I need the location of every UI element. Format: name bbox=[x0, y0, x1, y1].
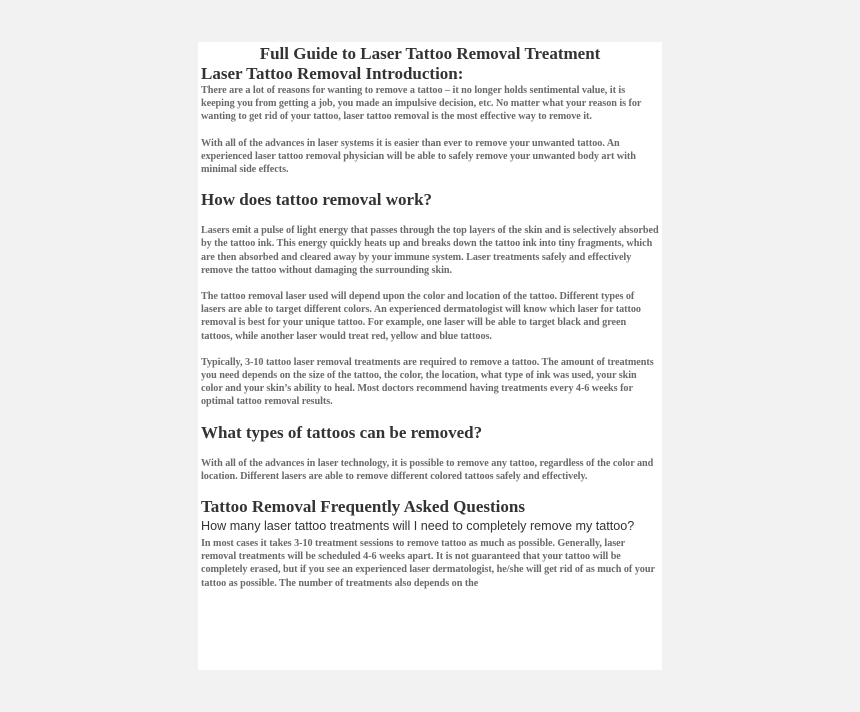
intro-heading: Laser Tattoo Removal Introduction: bbox=[201, 64, 464, 83]
faq-question-1: How many laser tattoo treatments will I need to completely remove my tattoo? bbox=[201, 519, 635, 534]
document-title: Full Guide to Laser Tattoo Removal Treatment bbox=[259, 44, 601, 63]
intro-paragraph-2: With all of the advances in laser systems it is easier than ever to remove your unwanted tattoo. An experienced laser tattoo removal physician will be able to safely remove your unwanted body art with minimal side effects. bbox=[201, 137, 636, 176]
types-heading: What types of tattoos can be removed? bbox=[201, 422, 483, 442]
document-body bbox=[201, 42, 659, 590]
types-paragraph-1: With all of the advances in laser technology, it is possible to remove any tattoo, regardless of the color and location. Different lasers are able to remove different colored tattoos safely and effectively. bbox=[201, 457, 654, 482]
intro-paragraph-1: There are a lot of reasons for wanting to remove a tattoo – it no longer holds sentimental value, it is keeping you from getting a job, you made an impulsive decision, etc. No matter what your reason is for wanting to get rid of your tattoo, laser tattoo removal is the most effective way to remove it. bbox=[201, 85, 642, 123]
work-paragraph-3: Typically, 3-10 tattoo laser removal treatments are required to remove a tattoo. The amount of treatments you need depends on the size of the tattoo, the color, the location, what type of ink was used, your skin color and your skin’s ability to heal. Most doctors recommend having treatments every 4-6 weeks for optimal tattoo removal results. bbox=[201, 356, 654, 408]
work-heading: How does tattoo removal work? bbox=[201, 190, 433, 210]
document-page bbox=[198, 42, 662, 670]
faq-answer-1: In most cases it takes 3-10 treatment sessions to remove tattoo as much as possible. Generally, laser removal treatments will be scheduled 4-6 weeks apart. It is not guaranteed that your tattoo will be completely erased, but if you see an experienced laser dermatologist, he/she will get rid of as much of your tattoo as possible. The number of treatments also depends on the bbox=[201, 538, 655, 589]
work-paragraph-2: The tattoo removal laser used will depend upon the color and location of the tattoo. Different types of lasers are able to target different colors. An experienced dermatologist will know which laser for tattoo removal is best for your unique tattoo. For example, one laser will be able to target black and green tattoos, while another laser would treat red, yellow and blue tattoos. bbox=[201, 291, 641, 342]
faq-heading: Tattoo Removal Frequently Asked Questions bbox=[201, 497, 525, 517]
work-paragraph-1: Lasers emit a pulse of light energy that passes through the top layers of the skin and is selectively absorbed by the tattoo ink. This energy quickly heats up and breaks down the tattoo ink into tiny fragments, which are then absorbed and cleared away by your immune system. Laser treatments safely and effectively remove the tattoo without damaging the surrounding skin. bbox=[201, 225, 659, 276]
